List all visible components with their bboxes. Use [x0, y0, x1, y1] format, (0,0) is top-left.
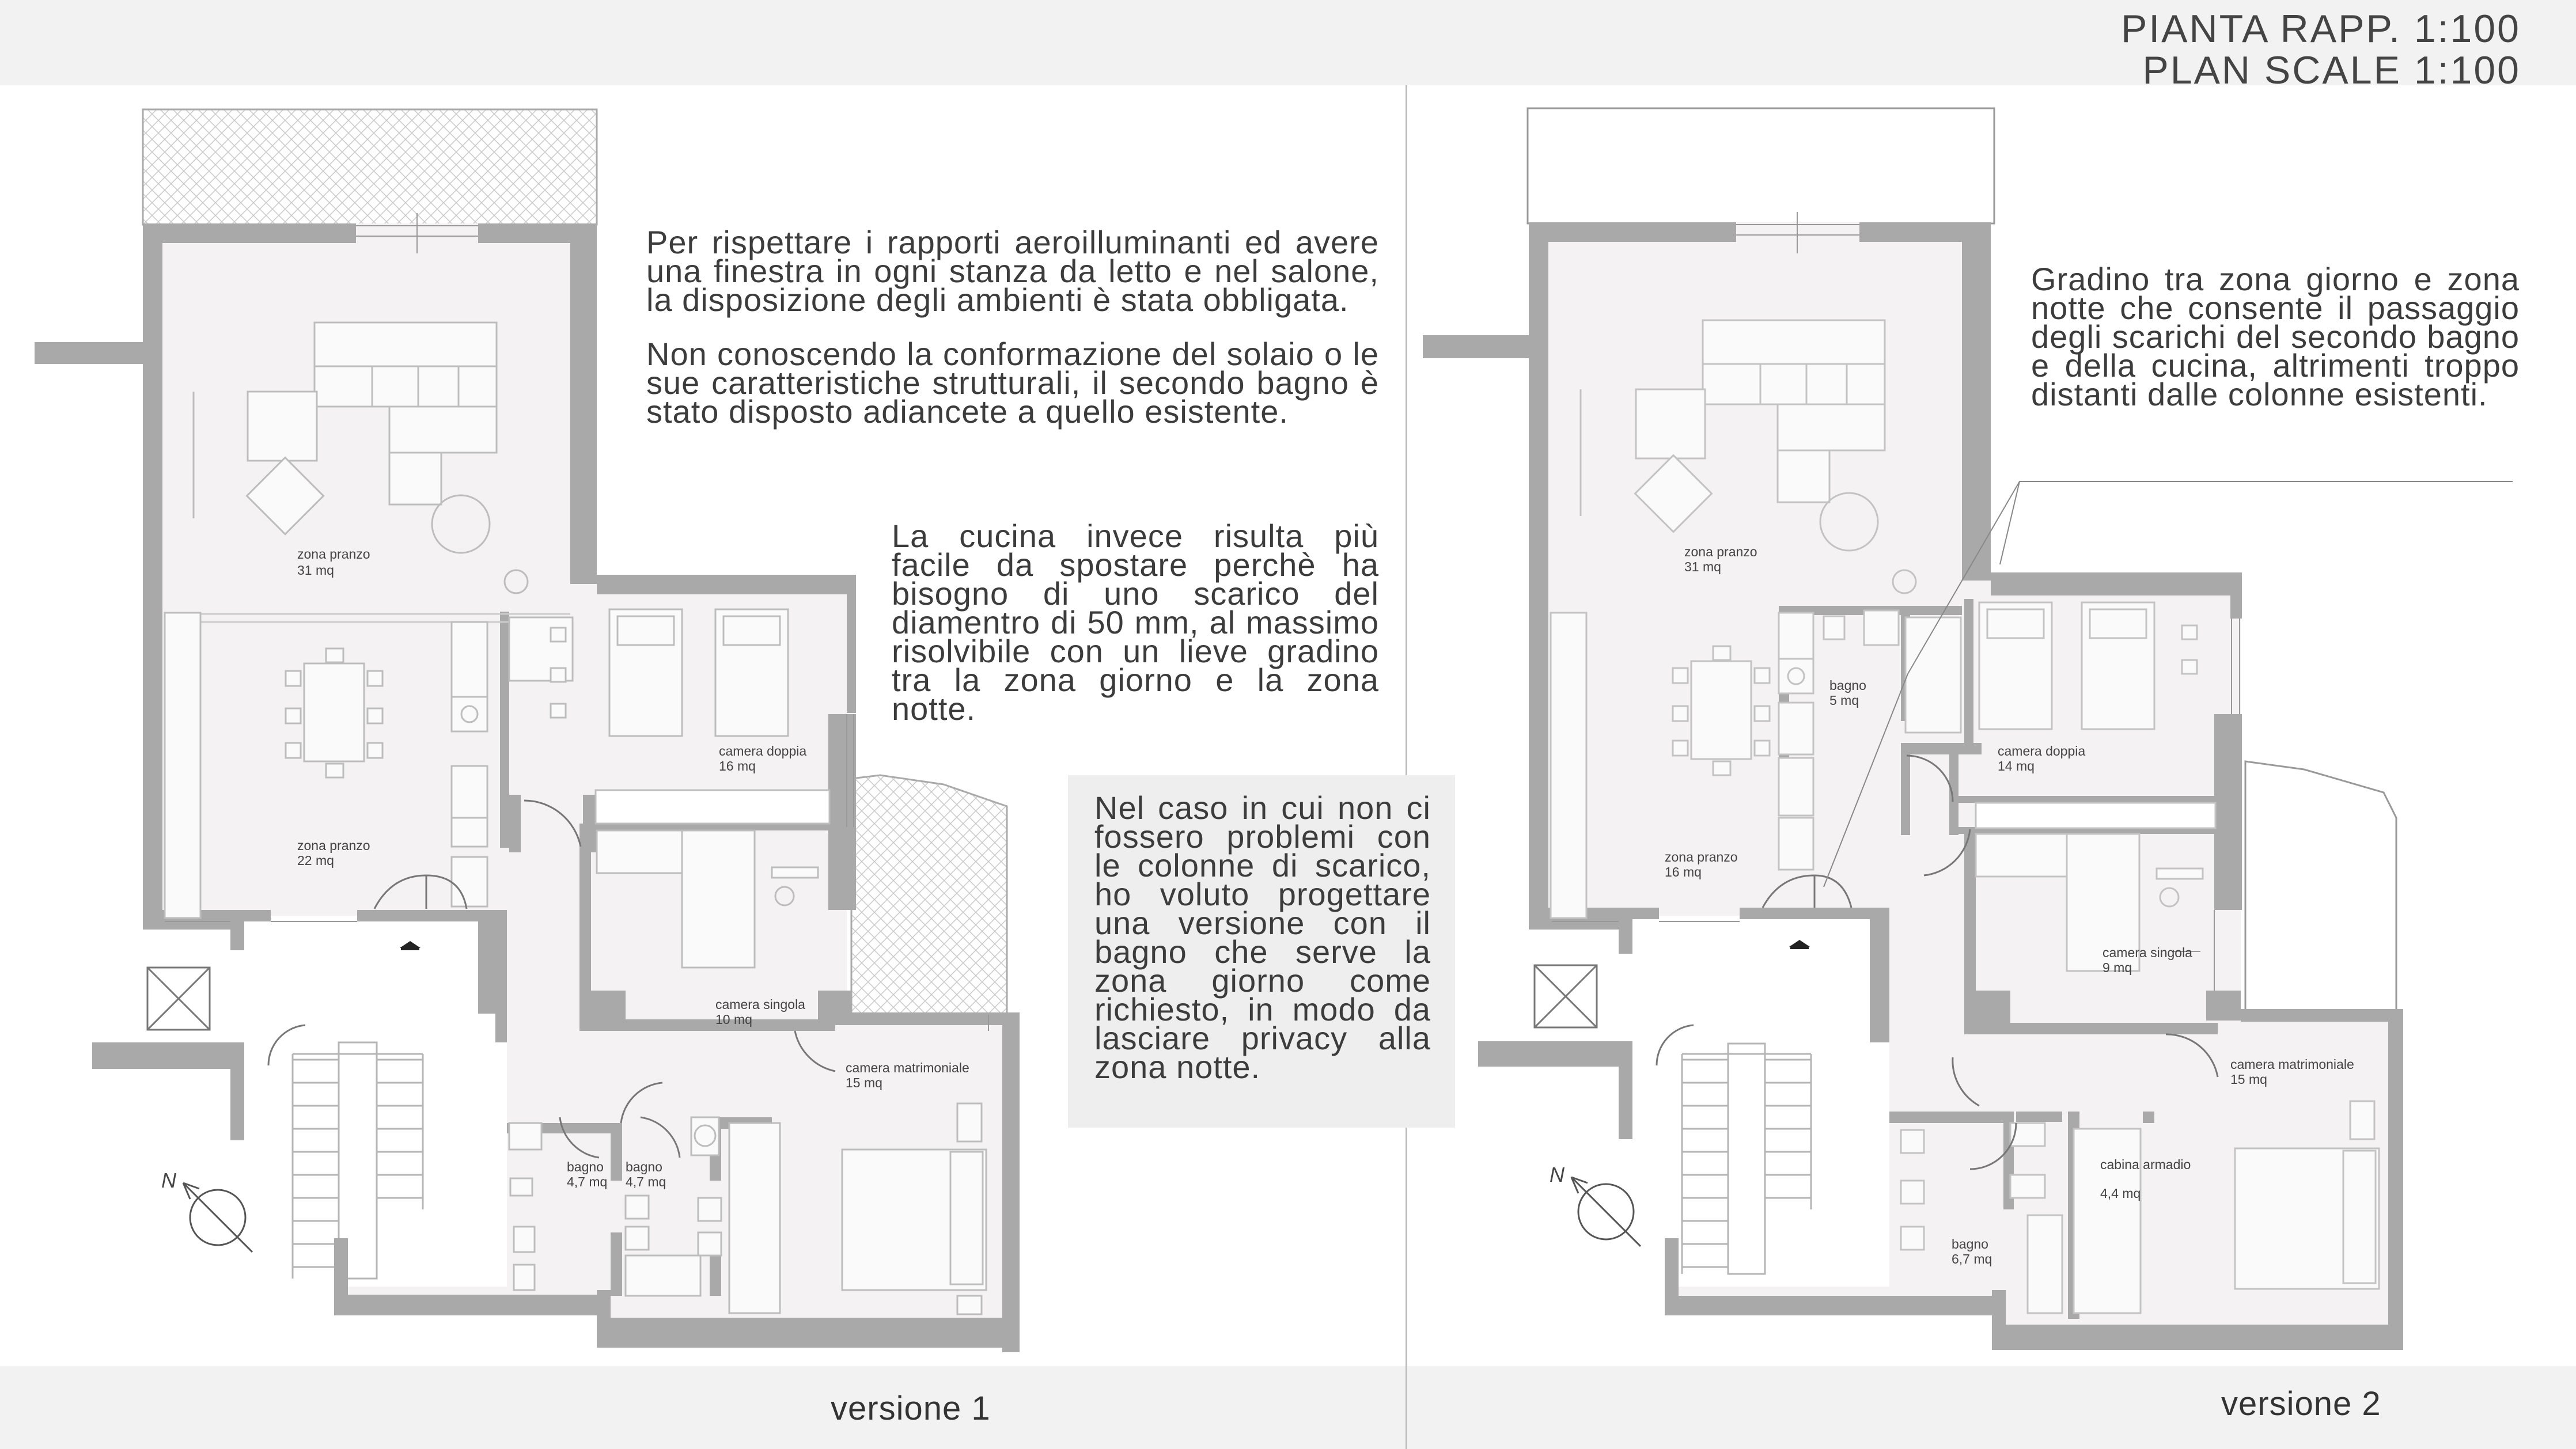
room-area: 22 mq — [297, 853, 334, 868]
room-area: 4,4 mq — [2100, 1186, 2141, 1201]
note-v1-top — [646, 224, 1379, 430]
note-v1-box-text: Nel caso in cui non ci fossero problemi con le colonne di scarico, ho voluto progettare una versione con il bagno che serve la zona giorno come richiesto, in modo da lasciare privacy alla zona notte. — [1094, 790, 1431, 1085]
room-area: 6,7 mq — [1952, 1251, 1992, 1266]
room-name: camera doppia — [719, 744, 807, 758]
room-area: 4,7 mq — [626, 1174, 666, 1189]
balcony-top-v2 — [1528, 108, 1994, 223]
room-name: zona pranzo — [297, 838, 370, 853]
room-name: bagno — [1829, 678, 1866, 693]
room-area: 16 mq — [1665, 864, 1702, 879]
note-v2-step: Gradino tra zona giorno e zona notte che consente il passaggio degli scarichi del secondo bagno e della cucina, altrimenti troppo distanti dalle colonne esistenti. — [2031, 261, 2520, 412]
version-2-label: versione 2 — [2221, 1385, 2381, 1423]
room-name: bagno — [1952, 1236, 1988, 1251]
north-label-v2: N — [1550, 1163, 1564, 1186]
room-name: zona pranzo — [1665, 849, 1738, 864]
room-area: 5 mq — [1829, 693, 1859, 708]
room-name: zona pranzo — [1684, 544, 1757, 559]
room-name: cabina armadio — [2100, 1157, 2191, 1172]
scale-label-en: PLAN SCALE 1:100 — [2142, 48, 2521, 92]
room-area: 10 mq — [715, 1012, 752, 1027]
room-name: camera matrimoniale — [846, 1060, 969, 1075]
version-1-label: versione 1 — [831, 1390, 991, 1427]
note-v1-paragraph-1: Per rispettare i rapporti aeroilluminanti ed avere una finestra in ogni stanza da letto e nel salone, la disposizione degli ambienti è stata obbligata. — [646, 224, 1379, 318]
room-area: 31 mq — [1684, 559, 1721, 574]
room-area: 31 mq — [297, 563, 334, 578]
room-name: camera doppia — [1998, 744, 2086, 758]
balcony-right-v1 — [851, 775, 1007, 1018]
note-v1-kitchen: La cucina invece risulta più facile da spostare perchè ha bisogno di uno scarico del diamentro di 50 mm, al massimo risolvibile con un lieve gradino tra la zona giorno e la zona notte. — [892, 518, 1379, 727]
room-name: bagno — [567, 1159, 604, 1174]
room-area: 4,7 mq — [567, 1174, 608, 1189]
room-area: 15 mq — [846, 1075, 882, 1090]
room-name: bagno — [626, 1159, 662, 1174]
room-area: 15 mq — [2230, 1072, 2267, 1087]
north-label-v1: N — [161, 1169, 176, 1192]
stair-core-v1 — [230, 928, 501, 1285]
elevator-v2 — [1535, 965, 1597, 1027]
room-area: 16 mq — [719, 758, 756, 773]
room-name: camera singola — [2103, 945, 2192, 960]
room-name: zona pranzo — [297, 547, 370, 562]
note-v1-paragraph-2: Non conoscendo la conformazione del solaio o le sue caratteristiche strutturali, il secondo bagno è stato disposto adiancete a quello esistente. — [646, 336, 1379, 430]
stair-core-v2 — [1620, 930, 1885, 1287]
room-name: camera singola — [715, 997, 805, 1012]
scale-label-it: PIANTA RAPP. 1:100 — [2120, 7, 2521, 51]
room-area: 9 mq — [2103, 960, 2132, 975]
room-area: 14 mq — [1998, 758, 2035, 773]
elevator-v1 — [147, 968, 210, 1030]
room-name: camera matrimoniale — [2230, 1057, 2354, 1072]
balcony-top-v1 — [143, 109, 597, 225]
balcony-right-v2 — [2245, 761, 2396, 1014]
